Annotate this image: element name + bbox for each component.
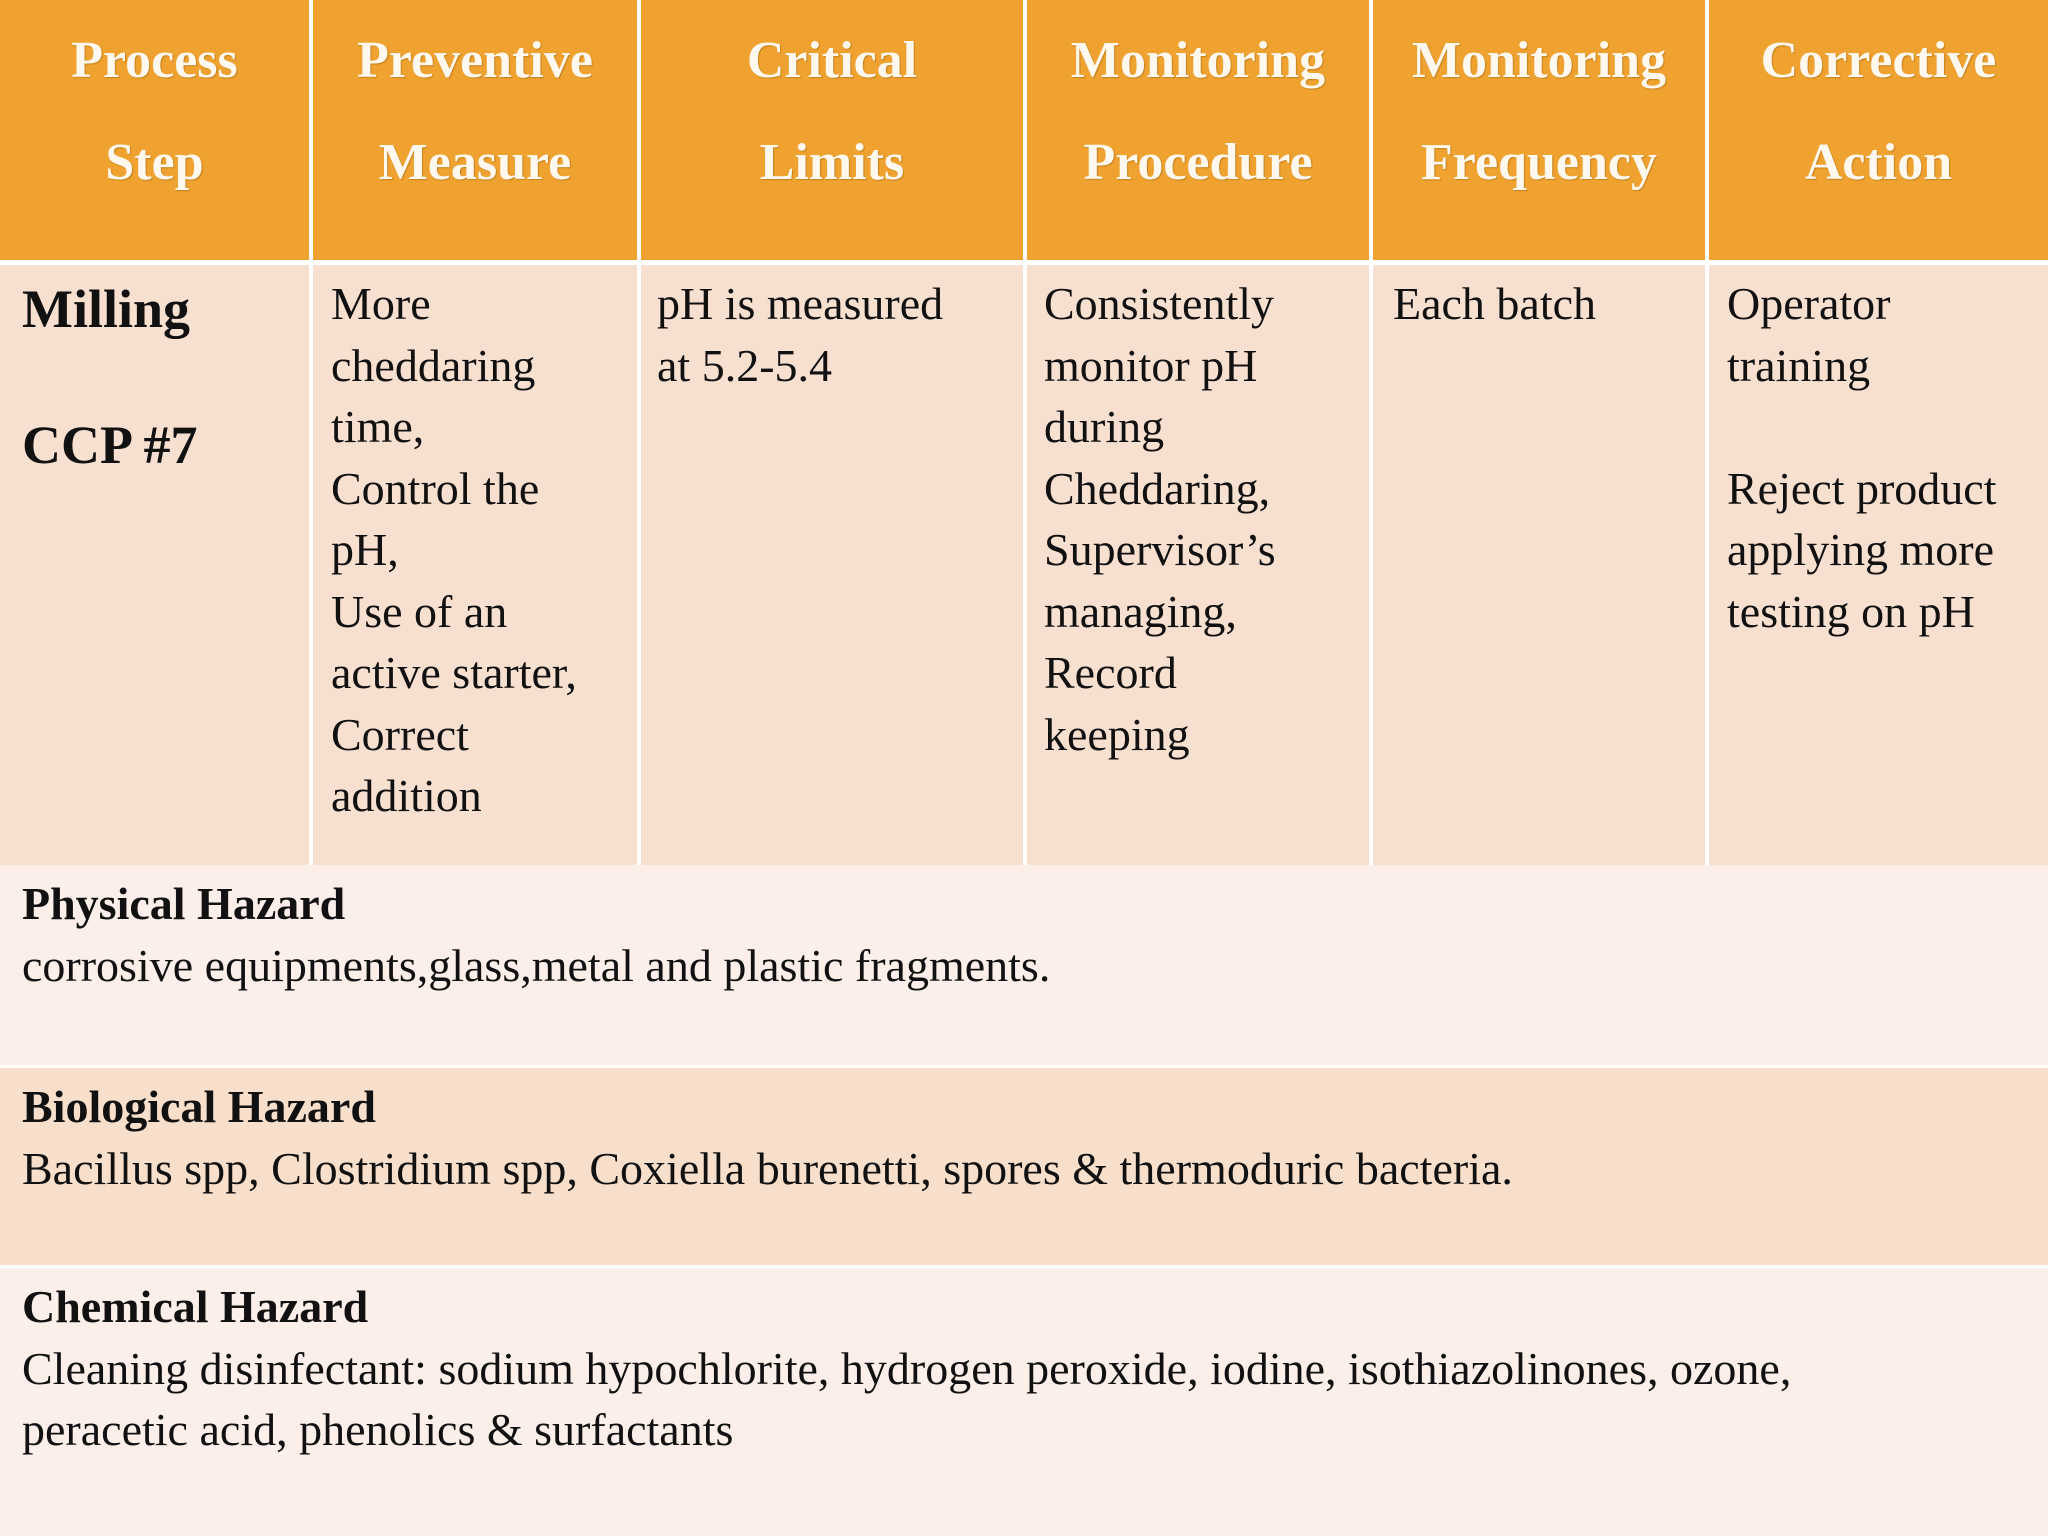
- chemical-hazard-row: [0, 1268, 2048, 1536]
- corrective-action-spacer: [1727, 396, 2048, 458]
- physical-hazard-title: Physical Hazard: [22, 878, 346, 929]
- biological-hazard-row: [0, 1068, 2048, 1265]
- preventive-line: cheddaring: [331, 339, 536, 391]
- chemical-hazard-line: peracetic acid, phenolics & surfactants: [22, 1404, 734, 1455]
- monitoring-procedure-line: keeping: [1044, 708, 1190, 760]
- header-monitoring-procedure: [1027, 0, 1369, 260]
- header-critical-limits: [641, 0, 1023, 260]
- critical-limits-line: pH is measured: [657, 278, 944, 329]
- corrective-action-line: testing on pH: [1727, 585, 1975, 637]
- corrective-action-line: Operator: [1727, 278, 1891, 329]
- physical-hazard-text: [22, 935, 2048, 997]
- preventive-line: Use of an: [331, 585, 508, 637]
- preventive-line: addition: [331, 770, 482, 821]
- cell-process-step: [0, 265, 309, 865]
- chemical-hazard-line: Cleaning disinfectant: sodium hypochlorite, hydrogen peroxide, iodine, isothiazolinones, ozone,: [22, 1342, 1792, 1394]
- monitoring-procedure-line: monitor pH: [1044, 339, 1258, 391]
- header-monitoring-procedure-line1: Monitoring: [1070, 32, 1326, 89]
- preventive-line: pH,: [331, 524, 399, 575]
- header-preventive-measure-line2: Measure: [378, 134, 572, 191]
- cell-preventive-measure: [313, 265, 637, 865]
- header-critical-limits-line1: Critical: [746, 32, 918, 89]
- monitoring-procedure-line: during: [1044, 401, 1165, 452]
- header-preventive-measure: [313, 0, 637, 260]
- cell-corrective-action: [1709, 265, 2048, 865]
- header-monitoring-frequency-line1: Monitoring: [1411, 32, 1667, 89]
- physical-hazard-row: [0, 865, 2048, 1065]
- column-divider: [637, 0, 641, 865]
- header-monitoring-frequency-line2: Frequency: [1421, 134, 1657, 191]
- physical-hazard-line: corrosive equipments,glass,metal and plastic fragments.: [22, 939, 1051, 991]
- column-divider: [309, 0, 313, 865]
- column-divider: [1705, 0, 1709, 865]
- header-critical-limits-line2: Limits: [759, 134, 905, 191]
- header-monitoring-frequency: [1373, 0, 1705, 260]
- column-divider: [1369, 0, 1373, 865]
- header-monitoring-procedure-line2: Procedure: [1083, 134, 1313, 191]
- header-corrective-action-line2: Action: [1804, 134, 1953, 191]
- monitoring-procedure-line: managing,: [1044, 585, 1237, 637]
- preventive-line: time,: [331, 401, 425, 452]
- header-process-step-line1: Process: [71, 32, 238, 89]
- preventive-line: Correct: [331, 708, 469, 760]
- cell-critical-limits: [641, 265, 1023, 865]
- preventive-line: More: [331, 278, 431, 329]
- preventive-line: Control the: [331, 462, 540, 514]
- header-process-step-line2: Step: [105, 134, 204, 191]
- preventive-line: active starter,: [331, 647, 577, 698]
- cell-monitoring-procedure: [1027, 265, 1369, 865]
- monitoring-frequency-line: Each batch: [1393, 278, 1597, 329]
- header-preventive-measure-line1: Preventive: [357, 32, 593, 89]
- corrective-action-line: applying more: [1727, 524, 1994, 575]
- column-divider: [1023, 0, 1027, 865]
- ccp-number: CCP #7: [22, 415, 198, 475]
- corrective-action-line: Reject product: [1727, 462, 1997, 514]
- header-process-step: [0, 0, 309, 260]
- biological-hazard-line: Bacillus spp, Clostridium spp, Coxiella burenetti, spores & thermoduric bacteria.: [22, 1142, 1513, 1194]
- monitoring-procedure-line: Supervisor’s: [1044, 524, 1276, 575]
- critical-limits-line: at 5.2-5.4: [657, 339, 833, 391]
- chemical-hazard-title: Chemical Hazard: [22, 1281, 369, 1332]
- header-corrective-action: [1709, 0, 2048, 260]
- cell-monitoring-frequency: [1373, 265, 1705, 865]
- biological-hazard-text: [22, 1138, 2048, 1200]
- chemical-hazard-text: [22, 1338, 2048, 1461]
- monitoring-procedure-line: Cheddaring,: [1044, 462, 1271, 514]
- process-step-name: Milling: [22, 279, 191, 339]
- process-step-spacer: [22, 343, 309, 411]
- biological-hazard-title: Biological Hazard: [22, 1081, 376, 1132]
- corrective-action-line: training: [1727, 339, 1871, 391]
- header-corrective-action-line1: Corrective: [1760, 32, 1997, 89]
- monitoring-procedure-line: Record: [1044, 647, 1177, 698]
- monitoring-procedure-line: Consistently: [1044, 278, 1275, 329]
